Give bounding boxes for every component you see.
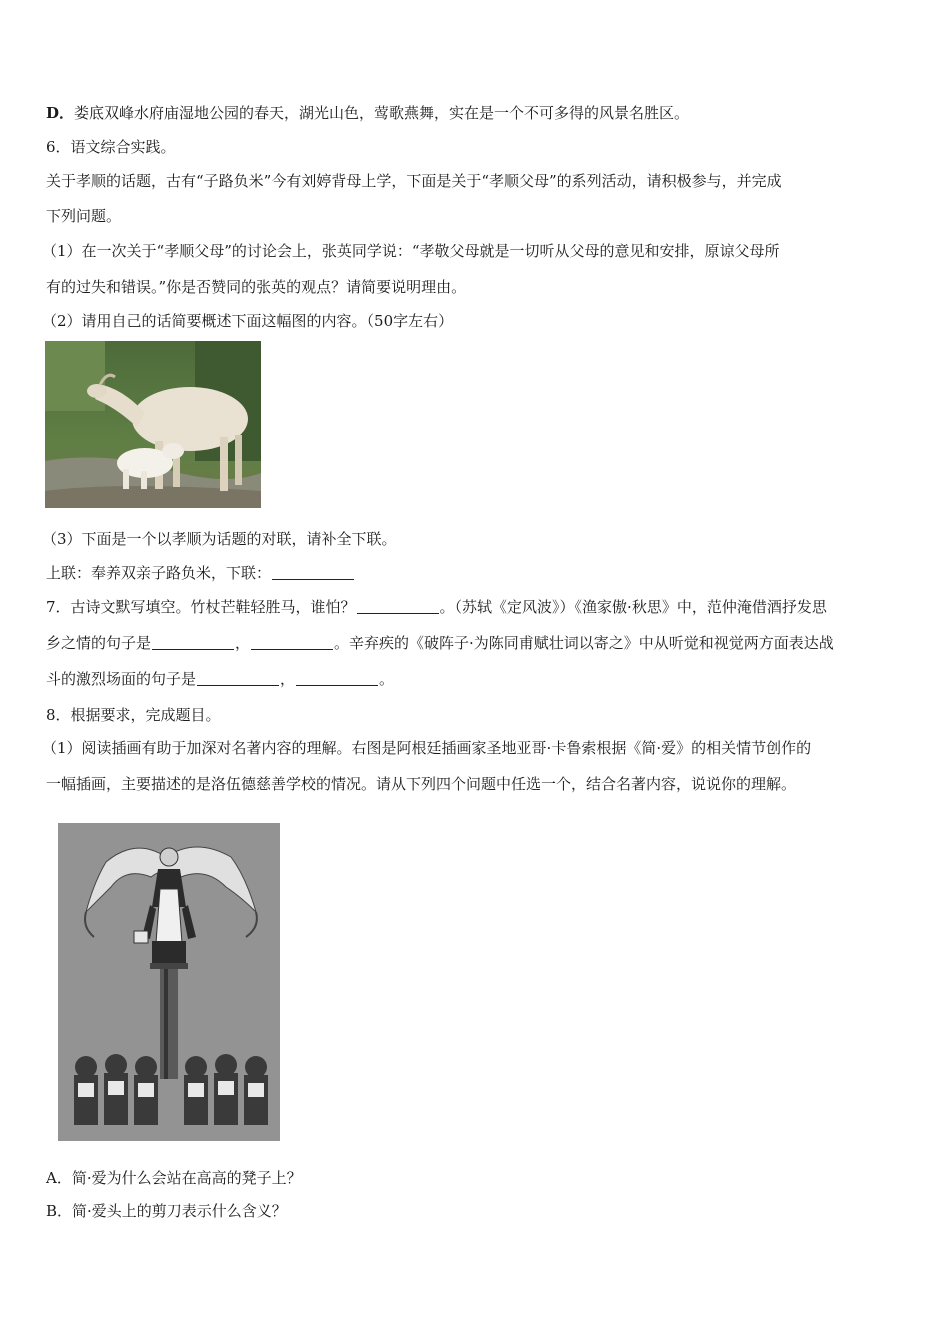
question-6-part-3: （3）下面是一个以孝顺为话题的对联，请补全下联。 [42, 530, 397, 548]
couplet-line [46, 563, 908, 583]
question-6-part-2: （2）请用自己的话简要概述下面这幅图的内容。（50字左右） [42, 312, 454, 330]
question-7-text-b: 。（苏轼《定风波》）《渔家傲·秋思》中，范仲淹借酒抒发思 [439, 598, 827, 616]
answer-blank-1[interactable] [357, 599, 439, 614]
question-8-part-1-line-2: 一幅插画，主要描述的是洛伍德慈善学校的情况。请从下列四个问题中任选一个，结合名著内容，说说你的理解。 [46, 775, 797, 793]
question-7-comma-2: ， [280, 670, 296, 688]
question-7-text-e: 斗的激烈场面的句子是 [46, 670, 197, 688]
answer-blank-3[interactable] [251, 635, 333, 650]
question-8-title: 8．根据要求，完成题目。 [46, 706, 221, 724]
question-6-part-1-line-1: （1）在一次关于“孝顺父母”的讨论会上，张英同学说：“孝敬父母就是一切听从父母的意见和安排，原谅父母所 [42, 242, 780, 260]
question-7-line-3 [46, 669, 908, 689]
question-6-intro-line-1: 关于孝顺的话题，古有“子路负米”今有刘婷背母上学，下面是关于“孝顺父母”的系列活动，请积极参与，并完成 [46, 172, 782, 190]
question-7-comma-1: ， [235, 634, 251, 652]
answer-blank-2[interactable] [152, 635, 234, 650]
question-7-period: 。 [379, 670, 395, 688]
answer-blank-5[interactable] [296, 671, 378, 686]
goat-nursing-photo [45, 341, 261, 508]
question-7-text-d: 。辛弃疾的《破阵子·为陈同甫赋壮词以寄之》中从听觉和视觉两方面表达战 [334, 634, 834, 652]
answer-blank-4[interactable] [197, 671, 279, 686]
option-d-text: 娄底双峰水府庙湿地公园的春天，湖光山色，莺歌燕舞，实在是一个不可多得的风景名胜区。 [74, 104, 690, 122]
jane-eyre-illustration [46, 817, 284, 1147]
question-6-intro-line-2: 下列问题。 [46, 207, 122, 225]
question-6-part-1-line-2: 有的过失和错误。”你是否赞同的张英的观点？请简要说明理由。 [46, 278, 467, 296]
option-b: B．简·爱头上的剪刀表示什么含义？ [46, 1202, 287, 1220]
question-6-title: 6．语文综合实践。 [46, 138, 176, 156]
question-8-part-1-line-1: （1）阅读插画有助于加深对名著内容的理解。右图是阿根廷插画家圣地亚哥·卡鲁索根据《简·爱》的相关情节创作的 [42, 739, 812, 757]
question-7-text-c: 乡之情的句子是 [46, 634, 152, 652]
option-d-label: D． [46, 104, 75, 122]
couplet-answer-blank[interactable] [272, 565, 354, 580]
option-a: A．简·爱为什么会站在高高的凳子上？ [46, 1169, 302, 1187]
question-7-line-2 [46, 633, 908, 653]
question-7-text-a: 7．古诗文默写填空。竹杖芒鞋轻胜马，谁怕？ [46, 598, 356, 616]
question-5-option-d [46, 103, 908, 123]
question-7-line-1 [46, 597, 908, 617]
couplet-text: 上联：奉养双亲子路负米，下联： [46, 564, 272, 582]
